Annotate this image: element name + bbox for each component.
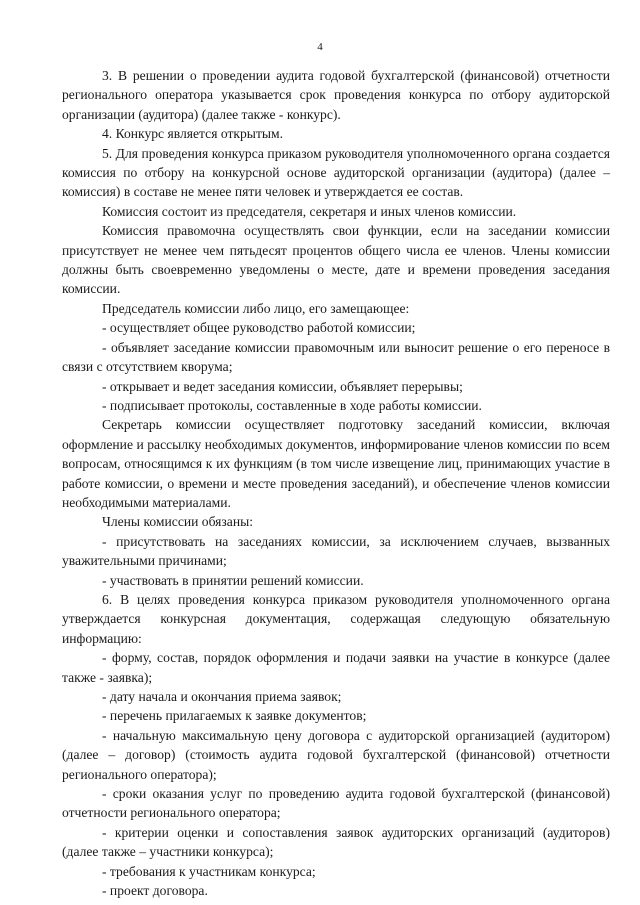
list-item-chairman-declares-meeting: - объявляет заседание комиссии правомочным или выносит решение о его переносе в связи с отсутствием кворума; — [62, 339, 610, 375]
list-item-application-dates: - дату начала и окончания приема заявок; — [102, 689, 342, 704]
page-number: 4 — [317, 41, 323, 53]
paragraph-commission-quorum: Комиссия правомочна осуществлять свои функции, если на заседании комиссии присутствует не менее чем пятьдесят процентов общего числа ее членов. Члены комиссии должны быть своевременно уведомлены о месте, дате и времени проведения заседания комиссии. — [62, 223, 610, 297]
list-item-chairman-opens-meetings: - открывает и ведет заседания комиссии, объявляет перерывы; — [102, 378, 463, 394]
paragraph-3-audit-decision: 3. В решении о проведении аудита годовой бухгалтерской (финансовой) отчетности регионального оператора указывается срок проведения конкурса по отбору аудиторской организации (аудитора) (далее также - конкурс). — [62, 68, 610, 122]
list-item-members-participate: - участвовать в принятии решений комиссии. — [102, 572, 364, 588]
list-item-draft-contract: - проект договора. — [102, 883, 208, 899]
paragraph-6-contest-documentation: 6. В целях проведения конкурса приказом руководителя уполномоченного органа утверждается конкурсная документация, содержащая следующую обязательную информацию: — [62, 591, 610, 646]
list-item-chairman-signs-protocols: - подписывает протоколы, составленные в ходе работы комиссии. — [102, 397, 482, 413]
paragraph-4-open-contest: 4. Конкурс является открытым. — [102, 126, 284, 142]
document-body — [62, 66, 610, 900]
list-item-evaluation-criteria: - критерии оценки и сопоставления заявок аудиторских организаций (аудиторов) (далее также – участники конкурса); — [62, 824, 610, 860]
list-item-chairman-general-management: - осуществляет общее руководство работой комиссии; — [102, 320, 416, 336]
paragraph-secretary-duties: Секретарь комиссии осуществляет подготовку заседаний комиссии, включая оформление и рассылку необходимых документов, информирование членов комиссии по всем вопросам, относящимся к их функциям (в том числе извещение лиц, принимающих участие в работе комиссии, о времени и месте проведения заседаний), и обеспечение членов комиссии необходимыми материалами. — [62, 417, 610, 510]
paragraph-members-duties-intro: Члены комиссии обязаны: — [102, 514, 254, 530]
list-item-service-terms: - сроки оказания услуг по проведению аудита годовой бухгалтерской (финансовой) отчетности регионального оператора; — [62, 786, 610, 821]
list-item-max-contract-price: - начальную максимальную цену договора с аудиторской организацией (аудитором) (далее – договор) (стоимость аудита годовой бухгалтерской (финансовой) отчетности регионального оператора); — [62, 727, 610, 782]
list-item-members-attend: - присутствовать на заседаниях комиссии, за исключением случаев, вызванных уважительными причинами; — [62, 533, 610, 569]
paragraph-chairman-duties-intro: Председатель комиссии либо лицо, его замещающее: — [102, 300, 410, 316]
paragraph-commission-composition: Комиссия состоит из председателя, секретаря и иных членов комиссии. — [102, 203, 517, 219]
paragraph-5-commission-created: 5. Для проведения конкурса приказом руководителя уполномоченного органа создается комиссия по отбору на конкурсной основе аудиторской организации (аудитора) (далее – комиссия) в составе не менее пяти человек и утверждается ее состав. — [62, 145, 610, 200]
list-item-application-form: - форму, состав, порядок оформления и подачи заявки на участие в конкурсе (далее также - заявка); — [62, 650, 610, 685]
list-item-attached-documents: - перечень прилагаемых к заявке документов; — [102, 708, 367, 724]
list-item-participant-requirements: - требования к участникам конкурса; — [102, 863, 316, 879]
